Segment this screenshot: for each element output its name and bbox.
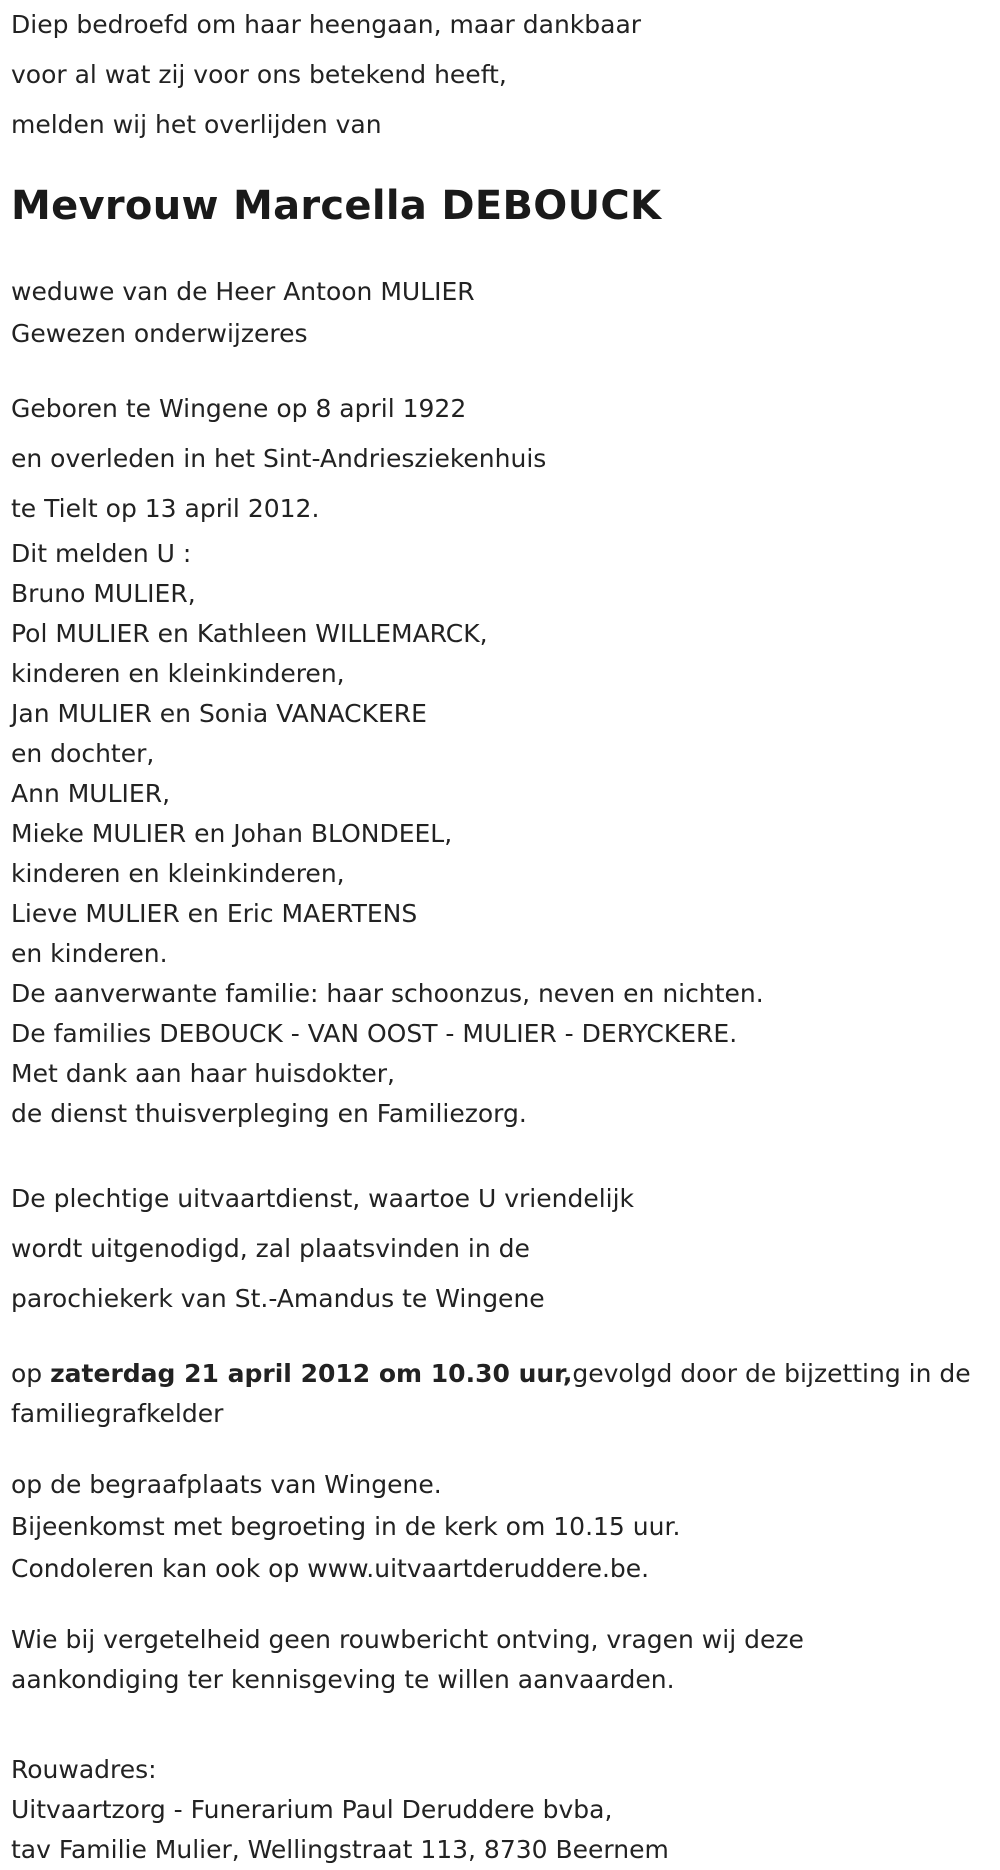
family-line: en kinderen. [11, 939, 168, 968]
family-line: Jan MULIER en Sonia VANACKERE [11, 699, 427, 728]
ceremony-line: op de begraafplaats van Wingene. [11, 1470, 442, 1499]
family-line: De families DEBOUCK - VAN OOST - MULIER - DERYCKERE. [11, 1019, 738, 1048]
family-line: De aanverwante familie: haar schoonzus, neven en nichten. [11, 979, 764, 1008]
intro-line: voor al wat zij voor ons betekend heeft, [11, 60, 507, 89]
intro-line: Diep bedroefd om haar heengaan, maar dankbaar [11, 10, 642, 39]
ceremony-line: Bijeenkomst met begroeting in de kerk om 10.15 uur. [11, 1512, 681, 1541]
birth-death-line: Geboren te Wingene op 8 april 1922 [11, 394, 467, 423]
intro-text [11, 0, 1000, 150]
birth-death-info [11, 384, 1000, 534]
family-line: Met dank aan haar huisdokter, [11, 1059, 396, 1088]
family-line: Lieve MULIER en Eric MAERTENS [11, 899, 418, 928]
family-line: de dienst thuisverpleging en Familiezorg. [11, 1099, 527, 1128]
detail-line: weduwe van de Heer Antoon MULIER [11, 277, 475, 306]
deceased-details [11, 271, 1000, 355]
date-prefix: op [11, 1359, 51, 1388]
address-line: Uitvaartzorg - Funerarium Paul Deruddere bvba, [11, 1795, 613, 1824]
date-bold: zaterdag 21 april 2012 om 10.30 uur, [50, 1359, 573, 1388]
ceremony-line: De plechtige uitvaartdienst, waartoe U vriendelijk [11, 1184, 635, 1213]
notice-text: Wie bij vergetelheid geen rouwbericht ontving, vragen wij deze aankondiging ter kennisgeving te willen aanvaarden. [11, 1625, 804, 1694]
family-line: kinderen en kleinkinderen, [11, 659, 345, 688]
family-line: en dochter, [11, 739, 155, 768]
birth-death-line: en overleden in het Sint-Andriesziekenhuis [11, 444, 547, 473]
condolence-line: Condoleren kan ook op www.uitvaartderuddere.be. [11, 1554, 650, 1583]
mourning-address [11, 1750, 1000, 1870]
deceased-name: Mevrouw Marcella DEBOUCK [11, 183, 662, 229]
family-list [11, 534, 1000, 1134]
funeral-ceremony [11, 1174, 1000, 1705]
family-line: Ann MULIER, [11, 779, 171, 808]
detail-line: Gewezen onderwijzeres [11, 319, 308, 348]
ceremony-line: parochiekerk van St.-Amandus te Wingene [11, 1284, 545, 1313]
family-line: Pol MULIER en Kathleen WILLEMARCK, [11, 619, 488, 648]
family-line: Dit melden U : [11, 539, 192, 568]
family-line: Bruno MULIER, [11, 579, 196, 608]
ceremony-date [11, 1349, 996, 1439]
date-suffix: gevolgd door de bijzetting in de familiegrafkelder [11, 1359, 971, 1428]
birth-death-line: te Tielt op 13 april 2012. [11, 494, 320, 523]
family-line: Mieke MULIER en Johan BLONDEEL, [11, 819, 453, 848]
intro-line: melden wij het overlijden van [11, 110, 382, 139]
family-line: kinderen en kleinkinderen, [11, 859, 345, 888]
address-line: tav Familie Mulier, Wellingstraat 113, 8730 Beernem [11, 1835, 669, 1864]
address-label: Rouwadres: [11, 1755, 157, 1784]
ceremony-line: wordt uitgenodigd, zal plaatsvinden in de [11, 1234, 530, 1263]
